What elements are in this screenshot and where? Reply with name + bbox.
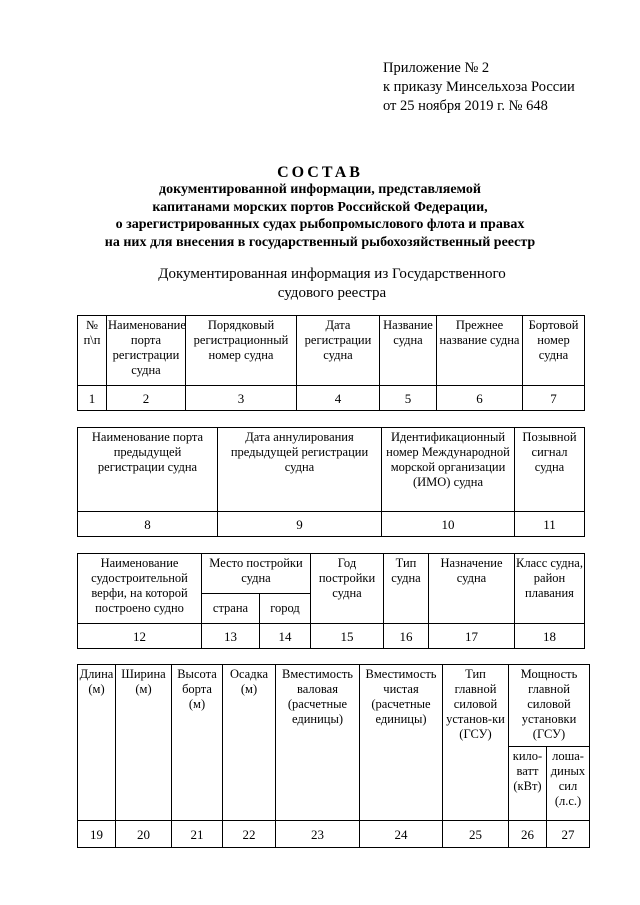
column-number: 14: [260, 624, 311, 649]
column-number: 4: [297, 386, 380, 411]
registry-table-1: [77, 315, 585, 411]
column-number: 15: [311, 624, 384, 649]
appendix-line: Приложение № 2: [383, 60, 490, 76]
subheader-cell: город: [260, 594, 311, 624]
column-number: 26: [509, 821, 547, 848]
header-cell: Порядковый регистрационный номер судна: [186, 316, 297, 386]
column-number: 3: [186, 386, 297, 411]
subtitle-line: судового реестра: [277, 285, 387, 301]
title-line: о зарегистрированных судах рыбопромыслового флота и правах: [115, 217, 525, 232]
subheader-cell: лоша-диных сил (л.с.): [547, 747, 590, 821]
header-cell: № п\п: [78, 316, 107, 386]
header-cell: Осадка (м): [223, 665, 276, 821]
header-cell: Высота борта (м): [172, 665, 223, 821]
document-title: [0, 181, 640, 251]
column-number: 1: [78, 386, 107, 411]
header-cell: Наименование порта предыдущей регистрации судна: [78, 428, 218, 512]
column-number: 11: [515, 512, 585, 537]
registry-table-3: [77, 553, 585, 649]
header-cell: Тип главной силовой установ-ки (ГСУ): [443, 665, 509, 821]
registry-table-2: [77, 427, 585, 537]
header-cell: Наименование порта регистрации судна: [107, 316, 186, 386]
column-number: 7: [523, 386, 585, 411]
subtitle-line: Документированная информация из Государственного: [158, 266, 506, 282]
column-number: 27: [547, 821, 590, 848]
column-number: 24: [360, 821, 443, 848]
column-number: 25: [443, 821, 509, 848]
column-number: 9: [218, 512, 382, 537]
header-cell: Год постройки судна: [311, 554, 384, 624]
header-cell: Вместимость чистая (расчетные единицы): [360, 665, 443, 821]
registry-table-4: [77, 664, 590, 848]
title-line: документированной информации, представляемой: [159, 182, 481, 197]
title-line: капитанами морских портов Российской Федерации,: [152, 199, 488, 215]
header-cell: Класс судна, район плавания: [515, 554, 585, 624]
column-number: 23: [276, 821, 360, 848]
header-cell: Мощность главной силовой установки (ГСУ): [509, 665, 590, 747]
document-heading: СОСТАВ: [277, 164, 363, 181]
column-number: 12: [78, 624, 202, 649]
header-cell: Прежнее название судна: [437, 316, 523, 386]
header-cell: Ширина (м): [116, 665, 172, 821]
header-cell: Вместимость валовая (расчетные единицы): [276, 665, 360, 821]
appendix-header: [383, 59, 575, 116]
subheader-cell: кило-ватт (кВт): [509, 747, 547, 821]
header-cell: Тип судна: [384, 554, 429, 624]
header-cell: Позывной сигнал судна: [515, 428, 585, 512]
header-cell: Наименование судостроительной верфи, на которой построено судно: [78, 554, 202, 624]
appendix-date-line: от 25 ноября 2019 г. № 648: [383, 98, 548, 114]
header-cell: Идентификационный номер Международной морской организации (ИМО) судна: [382, 428, 515, 512]
column-number: 19: [78, 821, 116, 848]
column-number: 18: [515, 624, 585, 649]
header-cell: Название судна: [380, 316, 437, 386]
column-number: 17: [429, 624, 515, 649]
header-cell: Место постройки судна: [202, 554, 311, 594]
column-number: 2: [107, 386, 186, 411]
column-number: 20: [116, 821, 172, 848]
column-number: 16: [384, 624, 429, 649]
title-line: на них для внесения в государственный рыбохозяйственный реестр: [104, 234, 536, 250]
appendix-order-line: к приказу Минсельхоза России: [383, 79, 575, 95]
header-cell: Назначение судна: [429, 554, 515, 624]
header-cell: Бортовой номер судна: [523, 316, 585, 386]
column-number: 8: [78, 512, 218, 537]
section-subtitle: [0, 265, 640, 303]
header-cell: Длина (м): [78, 665, 116, 821]
column-number: 22: [223, 821, 276, 848]
column-number: 6: [437, 386, 523, 411]
subheader-cell: страна: [202, 594, 260, 624]
header-cell: Дата регистрации судна: [297, 316, 380, 386]
column-number: 5: [380, 386, 437, 411]
header-cell: Дата аннулирования предыдущей регистрации судна: [218, 428, 382, 512]
column-number: 21: [172, 821, 223, 848]
column-number: 13: [202, 624, 260, 649]
column-number: 10: [382, 512, 515, 537]
